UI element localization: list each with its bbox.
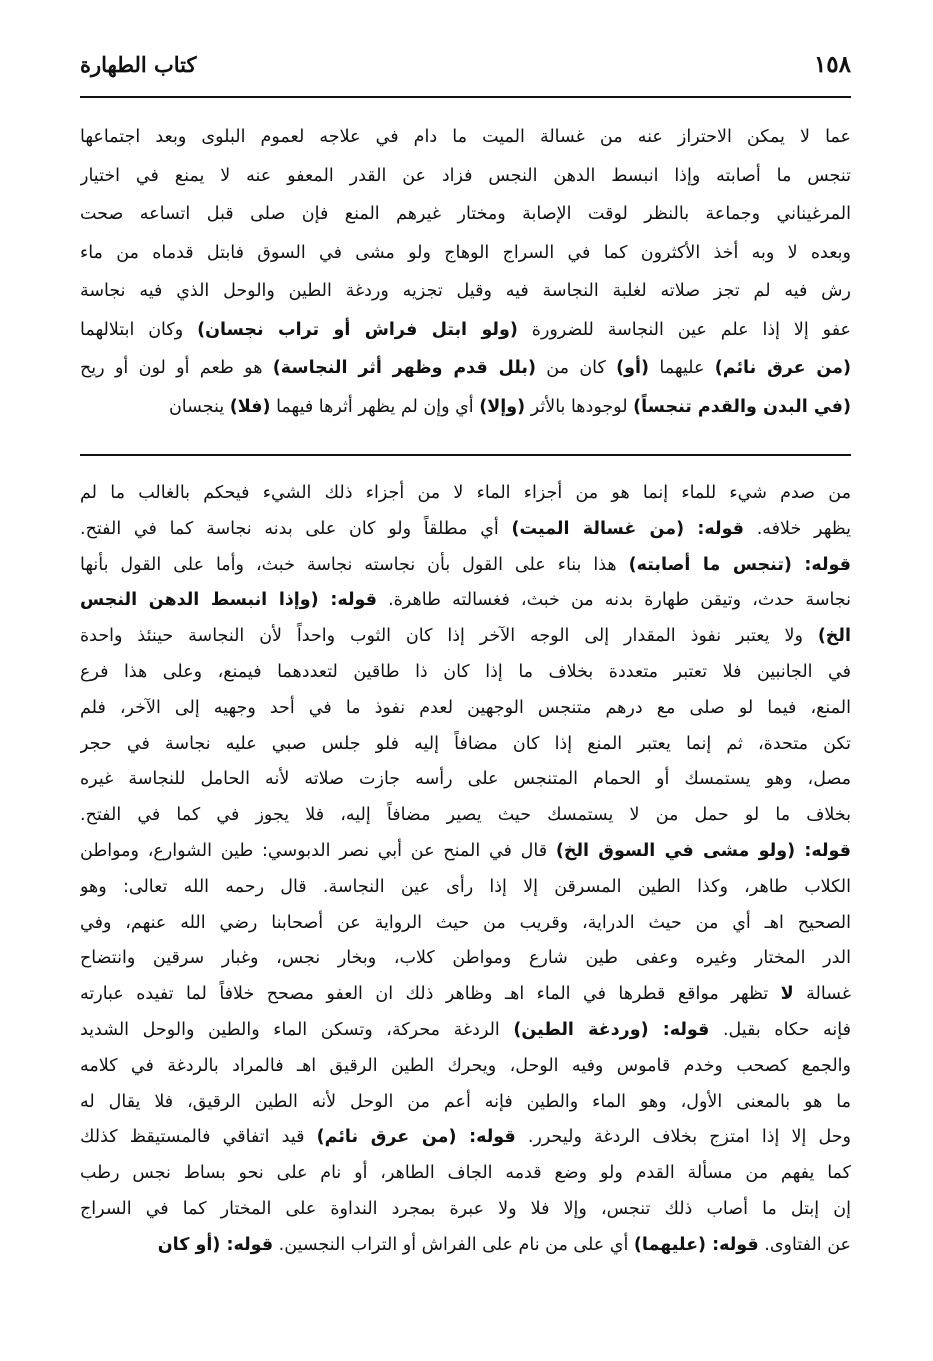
main-text-line xyxy=(80,118,851,157)
commentary-line xyxy=(80,1085,851,1121)
text-run: كما يفهم من مسألة القدم ولو وضع قدمه الجاف الطاهر، أو نام على نحو بساط نجس رطب xyxy=(80,1163,851,1184)
commentary-line xyxy=(80,727,851,763)
text-run: أي مطلقاً ولو كان على بدنه نجاسة كما في الفتح. xyxy=(80,518,512,539)
text-run: وبعده لا وبه أخذ الأكثرون كما في السراج الوهاج ولو مشى في السوق فابتل قدماه من ماء xyxy=(80,242,851,263)
text-run: يظهر خلافه. xyxy=(744,518,851,539)
text-run: ولا يعتبر نفوذ المقدار إلى الوجه الآخر إذا كان الثوب واحداً لأن النجاسة حينئذ واحدة xyxy=(80,626,818,647)
text-run: نجاسة حدث، وتيقن طهارة بدنه من خبث، فغسالته طاهرة. xyxy=(376,590,851,611)
text-run: بخلاف ما لو حمل من لا يستمسك حيث يصير مضافاً إليه، فلا يجوز في كما في الفتح. xyxy=(80,805,851,826)
commentary-line xyxy=(80,655,851,691)
commentary-line xyxy=(80,1120,851,1156)
main-text-line xyxy=(80,388,851,427)
commentary-line xyxy=(80,619,851,655)
text-run: إن إبتل ما أصاب ذلك تنجس، وإلا فلا ولا عبرة بمجرد النداوة على المختار كما في السراج xyxy=(80,1198,851,1219)
bold-phrase: (في البدن والقدم تنجساً) xyxy=(633,396,851,417)
bold-phrase: (ولو ابتل فراش أو تراب نجسان) xyxy=(197,319,518,340)
bold-phrase: قوله: (أو كان xyxy=(157,1234,274,1255)
text-run: رش فيه لم تجز صلاته لغلبة النجاسة فيه وقيل تجزيه وردغة الطين والوحل الذي فيه نجاسة xyxy=(80,281,851,301)
header-rule xyxy=(80,96,851,98)
bold-phrase: (فلا) xyxy=(229,396,271,417)
text-run: والجمع كصحب وخدم قاموس وفيه الوحل، ويحرك الطين الرقيق اهـ فالمراد بالردغة في كلامه xyxy=(80,1055,851,1076)
text-run: وكان ابتلالهما xyxy=(80,319,198,340)
commentary-line xyxy=(80,941,851,977)
text-run: المرغيناني وجماعة بالنظر لوقت الإصابة ومختار غيرهم المنع فإن صلى قبل اتساعه صحت xyxy=(80,204,851,224)
commentary-line xyxy=(80,1192,851,1228)
main-text-line xyxy=(80,234,851,273)
text-run: تنجس ما أصابته وإذا انبسط الدهن النجس فزاد عن القدر المعفو عنه لا يمنع في اختيار xyxy=(80,165,851,186)
commentary-line xyxy=(80,1013,851,1049)
page-header xyxy=(80,38,851,90)
text-run: هذا بناء على القول بأن نجاسته نجاسة خبث، وأما على القول بأنها xyxy=(80,554,629,575)
text-run: أي على من نام على الفراش أو التراب النجسين. xyxy=(273,1234,634,1255)
text-run: تظهر مواقع قطرها في الماء اهـ وظاهر ذلك ان العفو مصحح خلافاً لما تفيده عبارته xyxy=(80,984,781,1005)
commentary-line xyxy=(80,1156,851,1192)
text-run: الكلاب طاهر، وكذا الطين المسرقن إلا إذا رأى عين النجاسة. قال رحمه الله تعالى: وهو xyxy=(80,876,851,897)
bold-phrase: قوله: (وردغة الطين) xyxy=(513,1019,710,1040)
bold-phrase: قوله: (عليهما) xyxy=(633,1234,759,1255)
text-run: كان من xyxy=(535,358,617,378)
commentary-line xyxy=(80,870,851,906)
main-text-line xyxy=(80,272,851,311)
text-run: لوجودها بالأثر xyxy=(525,396,634,417)
text-run: فإنه حكاه بقيل. xyxy=(709,1019,851,1040)
text-run: الصحيح اهـ أي من حيث الدراية، وقريب من حيث الرواية عن أصحابنا رضي الله عنهم، وفي xyxy=(80,912,851,933)
text-run: أي وإن لم يظهر أثرها فيهما xyxy=(270,396,480,417)
commentary-text xyxy=(80,476,851,1264)
text-run: تكن متحدة، ثم إنما يعتبر المنع إذا كان مضافاً إليه فلو جلس صبي عليه نجاسة في حجر xyxy=(80,733,851,754)
text-run: ما هو بالمعنى الأول، وهو الماء والطين فإنه أعم من الوحل لأنه الطين الرقيق، فلا يقال له xyxy=(80,1091,851,1112)
text-run: ينجسان xyxy=(168,396,230,417)
commentary-line xyxy=(80,691,851,727)
bold-phrase: الخ) xyxy=(817,626,851,647)
text-run: هو طعم أو لون أو ريح xyxy=(80,358,273,378)
commentary-line xyxy=(80,798,851,834)
text-run: مصل، وهو يستمسك أو الحمام المتنجس على رأسه جازت صلاته لأنه الحامل للنجاسة غيره xyxy=(80,769,851,790)
commentary-line xyxy=(80,583,851,619)
text-run: غسالة xyxy=(793,984,851,1005)
text-run: في الجانبين فلا تعتبر متعددة بخلاف ما إذا كان ذا طاقين لتعددهما فيمنع، وعلى هذا فرع xyxy=(80,661,851,682)
bold-phrase: قوله: (تنجس ما أصابته) xyxy=(628,554,851,575)
text-run: قيد اتفاقي فالمستيقظ كذلك xyxy=(80,1127,317,1148)
commentary-line xyxy=(80,1228,851,1264)
text-run: عفو إلا إذا علم عين النجاسة للضرورة xyxy=(517,319,851,340)
main-text xyxy=(80,118,851,426)
main-text-line xyxy=(80,195,851,234)
bold-phrase: قوله: (ولو مشى في السوق الخ) xyxy=(555,840,851,861)
page-number: ١٥٨ xyxy=(813,50,851,78)
main-text-line xyxy=(80,311,851,350)
commentary-line xyxy=(80,762,851,798)
text-run: وحل إلا إذا امتزج بخلاف الردغة وليحرر. xyxy=(515,1127,851,1148)
commentary-line xyxy=(80,906,851,942)
bold-phrase: (وإلا) xyxy=(479,396,526,417)
text-run: عليهما xyxy=(649,358,715,378)
text-run: المنع، فيما لو صلى مع درهم متنجس الوجهين لعدم نفوذ ما في أحد وجهيه إلى الآخر، فلم xyxy=(80,697,851,718)
commentary-line xyxy=(80,834,851,870)
bold-phrase: (بلل قدم وظهر أثر النجاسة) xyxy=(272,358,536,378)
main-text-line xyxy=(80,349,851,388)
commentary-line xyxy=(80,977,851,1013)
text-run: من صدم شيء للماء إنما هو من أجزاء الماء لا من أجزاء ذلك الشيء فيحكم بالغالب ما لم xyxy=(80,483,851,503)
text-run: عن الفتاوى. xyxy=(758,1234,851,1255)
bold-phrase: (أو) xyxy=(616,358,650,378)
commentary-line xyxy=(80,476,851,512)
text-run: قال في المنح عن أبي نصر الدبوسي: طين الشوارع، ومواطن xyxy=(80,840,556,861)
main-text-line xyxy=(80,157,851,196)
text-run: عما لا يمكن الاحتراز عنه من غسالة الميت ما دام في علاجه لعموم البلوى وبعد اجتماعها xyxy=(80,127,851,147)
bold-phrase: قوله: (من عرق نائم) xyxy=(316,1127,516,1148)
text-run: الردغة محركة، وتسكن الماء والطين والوحل الشديد xyxy=(80,1019,514,1040)
bold-phrase: لا xyxy=(780,984,794,1005)
commentary-line xyxy=(80,1049,851,1085)
bold-phrase: (من عرق نائم) xyxy=(714,358,851,378)
running-title: كتاب الطهارة xyxy=(80,51,197,77)
commentary-line xyxy=(80,512,851,548)
bold-phrase: قوله: (وإذا انبسط الدهن النجس xyxy=(80,590,377,611)
commentary-line xyxy=(80,548,851,584)
bold-phrase: قوله: (من غسالة الميت) xyxy=(511,518,744,539)
text-run: الدر المختار وغيره وعفى طين شارع ومواطن كلاب، وبخار نجس، وغبار سرقين وانتضاح xyxy=(80,948,851,969)
section-divider xyxy=(80,454,851,456)
